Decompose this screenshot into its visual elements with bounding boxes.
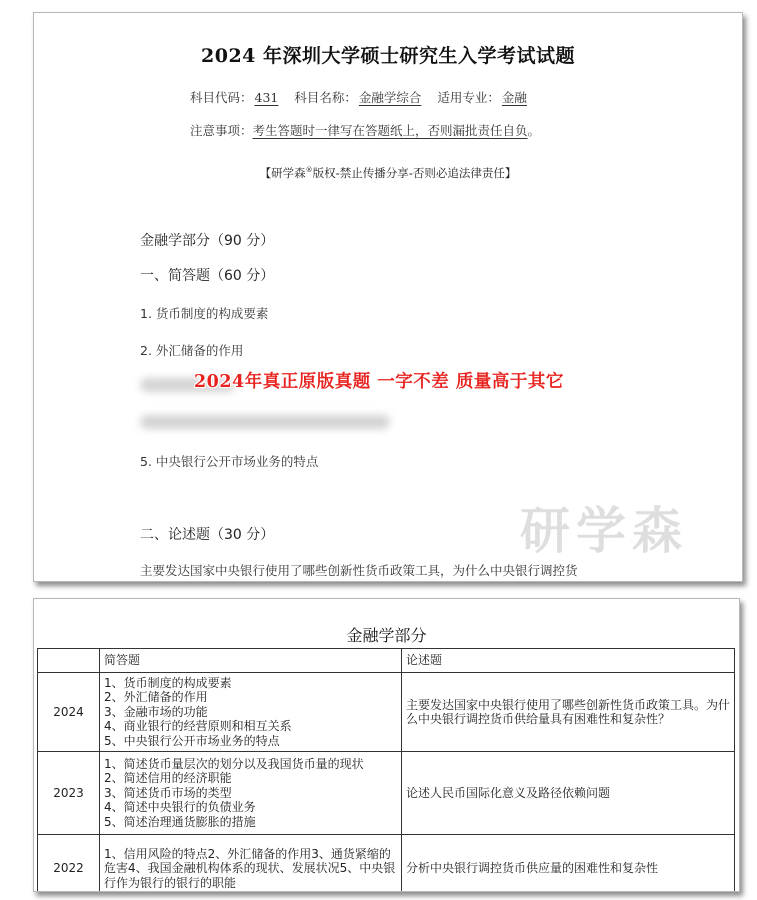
row-year: 2022 [38,835,100,893]
note-label: 注意事项： [190,123,253,138]
list-item: 1、简述货币量层次的划分以及我国货币量的现状 [104,756,364,771]
code-value: 431 [254,90,279,105]
watermark-logo: 研学森 [520,502,688,560]
header-year [38,649,100,673]
summary-page [33,598,740,892]
row-year: 2023 [38,752,100,835]
question-2: 2. 外汇储备的作用 [140,343,244,358]
list-item: 4、简述中央银行的负债业务 [104,800,256,815]
summary-table [37,648,735,892]
list-item: 4、商业银行的经营原则和相互关系 [104,719,292,734]
copyright-post: 版权-禁止传播分享-否则必追法律责任】 [312,166,517,180]
exam-meta-line [190,88,539,106]
copyright-notice [34,165,742,181]
note-end: 。 [527,123,541,138]
row-essay-question: 分析中央银行调控货币供应量的困难性和复杂性 [402,835,735,893]
row-year: 2024 [38,673,100,752]
blurred-question-4 [140,415,390,429]
list-item: 2、简述信用的经济职能 [104,771,232,786]
list-item: 5、中央银行公开市场业务的特点 [104,733,280,748]
question-5: 5. 中央银行公开市场业务的特点 [140,454,319,469]
header-essay: 论述题 [402,649,735,673]
header-short: 简答题 [100,649,402,673]
subject-label: 科目名称： [294,90,357,105]
list-item: 3、金融市场的功能 [104,704,208,719]
major-label: 适用专业： [437,90,500,105]
list-item: 2、外汇储备的作用 [104,690,208,705]
promo-banner: 2024年真正原版真题 一字不差 质量高于其它 [194,372,564,392]
list-item: 3、简述货币市场的类型 [104,785,232,800]
question-1: 1. 货币制度的构成要素 [140,306,269,321]
row-essay-question: 主要发达国家中央银行使用了哪些创新性货币政策工具。为什么中央银行调控货币供给量具有困难性和复杂性？ [402,673,735,752]
row-essay-question: 论述人民币国际化意义及路径依赖问题 [402,752,735,835]
row-short-questions [100,835,402,893]
list-item: 1、货币制度的构成要素 [104,675,232,690]
row-short-questions [100,673,402,752]
code-label: 科目代码： [190,90,253,105]
table-row [38,835,735,893]
list-item: 5、简述治理通货膨胀的措施 [104,814,256,829]
section-two-heading: 二、论述题（30 分） [140,527,275,543]
exam-page [33,12,743,582]
exam-title: 2024 年深圳大学硕士研究生入学考试试题 [201,45,575,67]
note-value: 考生答题时一律写在答题纸上，否则漏批责任自负 [252,123,528,138]
list-item: 1、信用风险的特点2、外汇储备的作用3、通货紧缩的危害4、我国金融机构体系的现状、发展状况5、中央银行作为银行的银行的职能 [104,846,396,890]
table-row [38,752,735,835]
table-header-row [38,649,735,673]
essay-question-start: 主要发达国家中央银行使用了哪些创新性货币政策工具，为什么中央银行调控货 [140,563,578,578]
major-value: 金融 [501,90,527,105]
subject-value: 金融学综合 [358,90,422,105]
copyright-pre: 【研学森 [259,166,306,180]
exam-note-line [190,121,540,139]
section-one-heading: 一、简答题（60 分） [140,268,275,284]
registered-mark: ® [305,166,313,175]
table-row [38,673,735,752]
summary-title: 金融学部分 [346,626,427,645]
section-main-heading: 金融学部分（90 分） [140,233,275,249]
row-short-questions [100,752,402,835]
